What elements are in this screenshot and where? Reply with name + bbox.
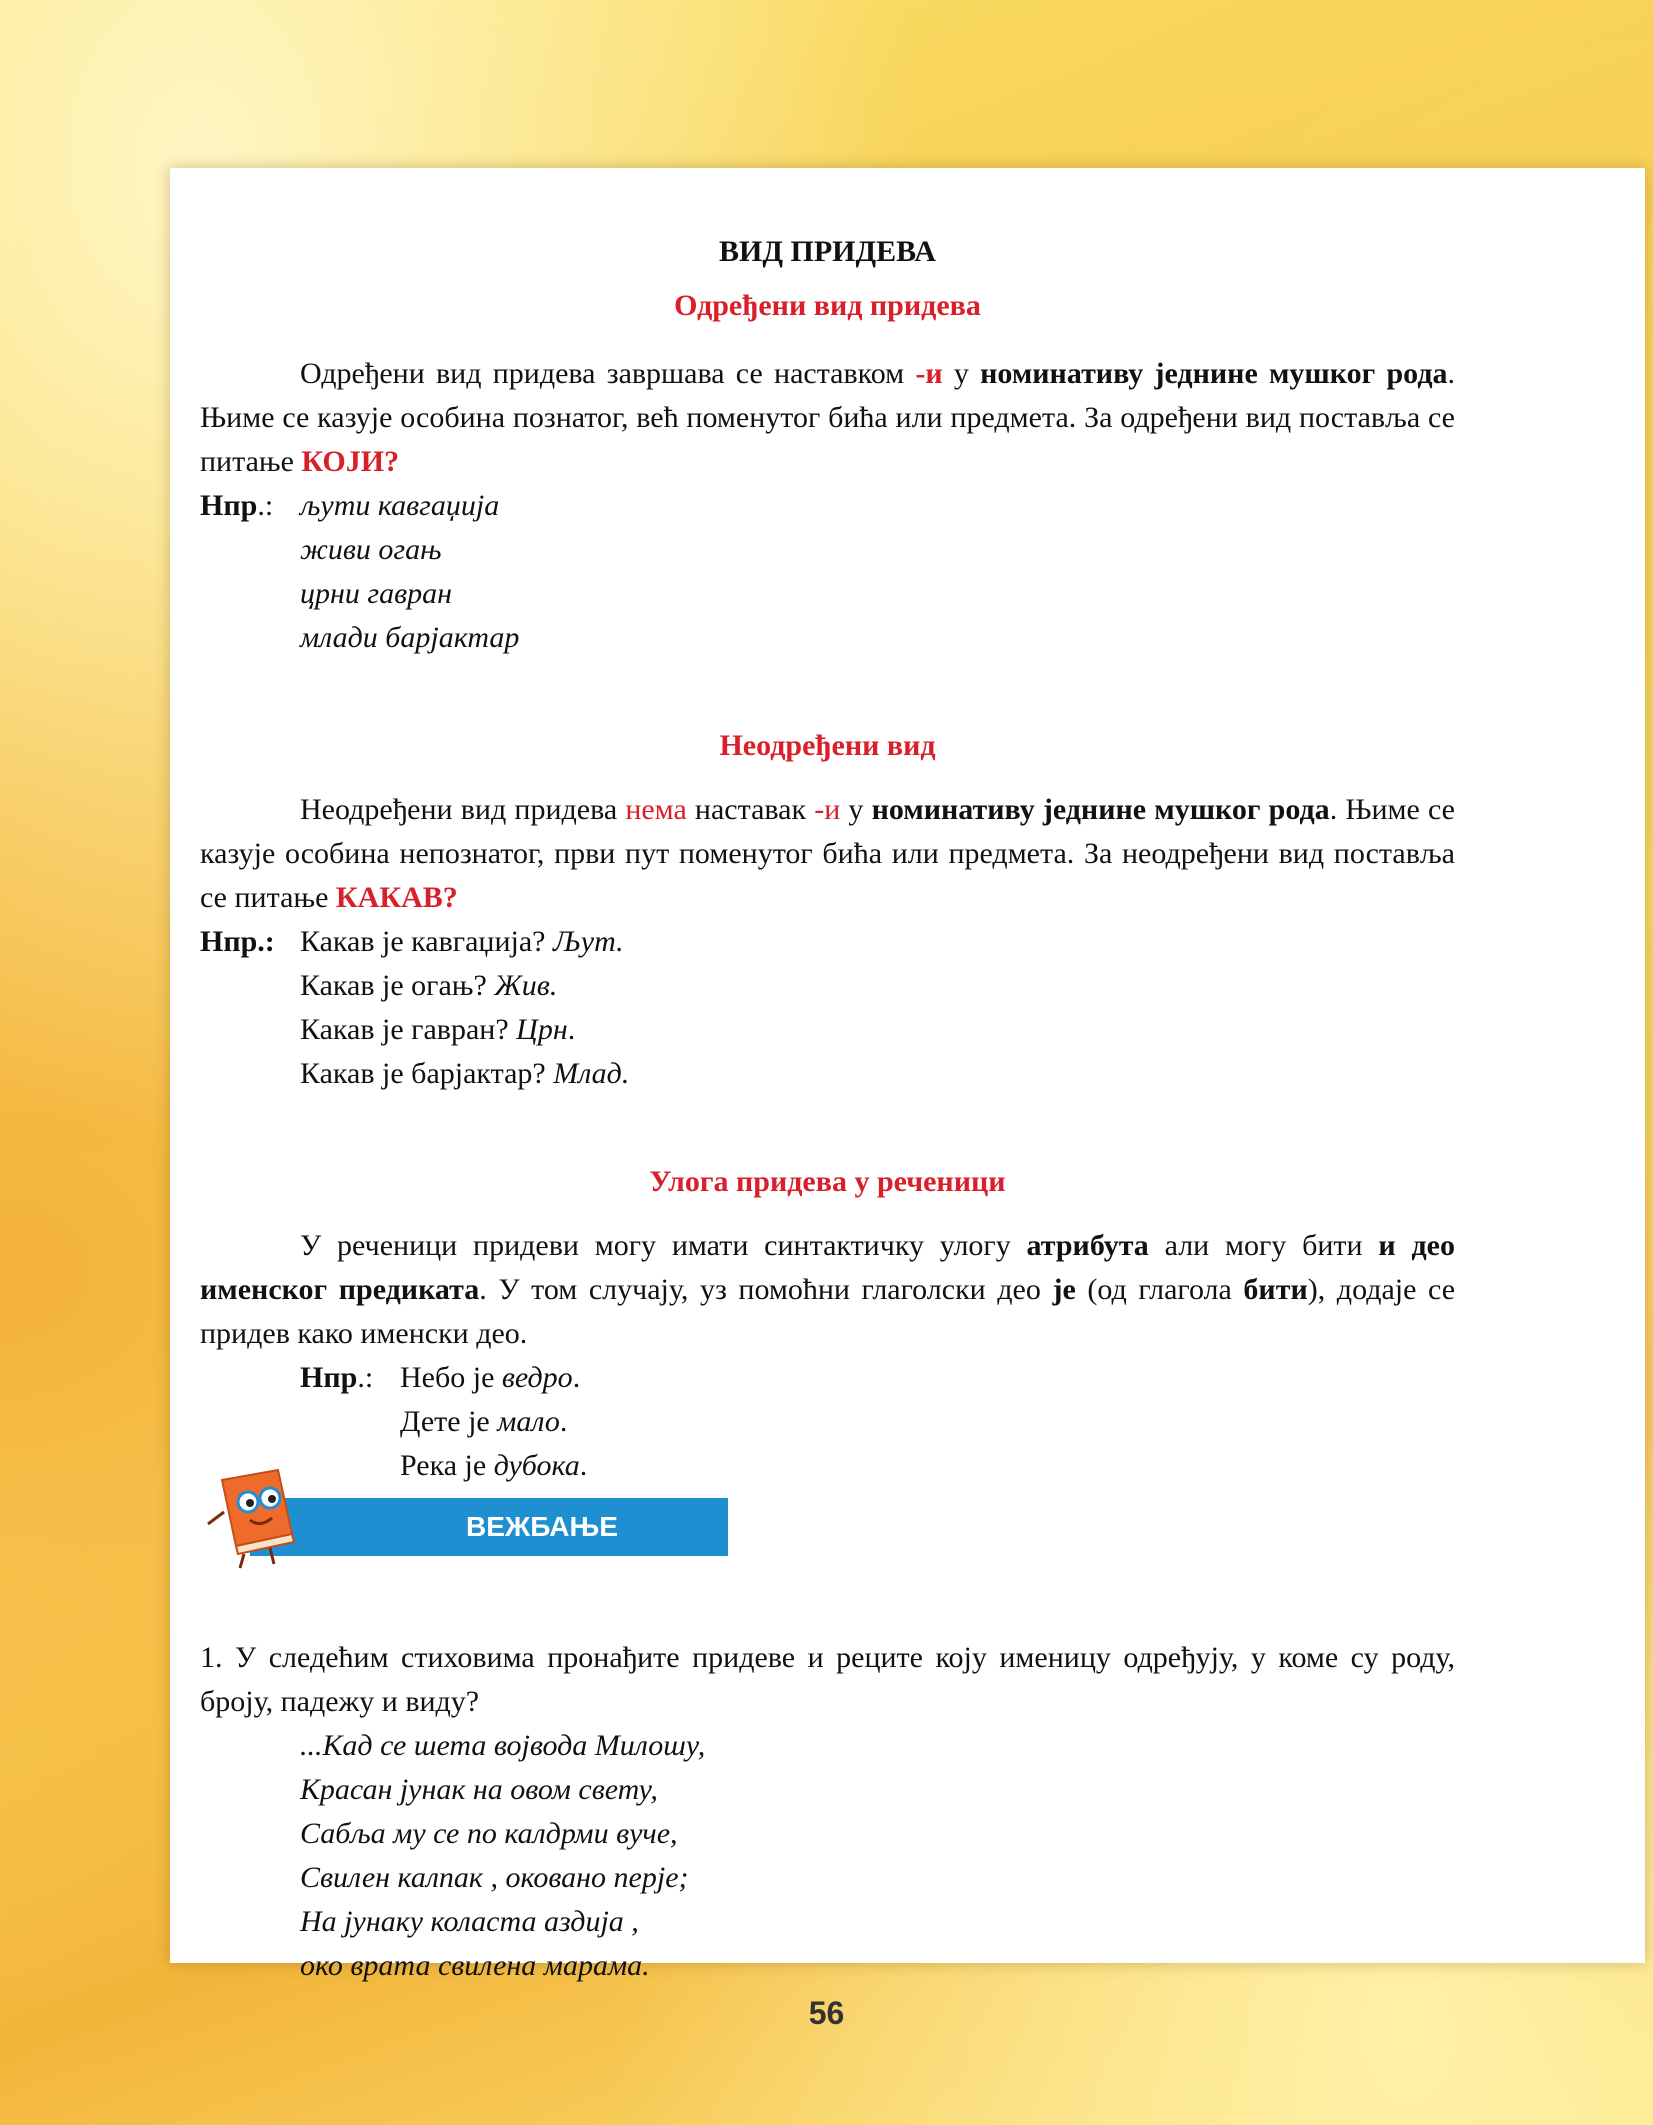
example-list — [400, 1356, 587, 1488]
bold-term: номинативу једнине мушког рода — [980, 357, 1448, 390]
example-list — [300, 920, 629, 1096]
verse-line: На јунаку коласта аздија , — [300, 1905, 639, 1938]
example-label-text: Нпр — [300, 1361, 358, 1394]
punctuation: . — [567, 1013, 576, 1046]
example-label — [200, 484, 300, 660]
example-label-colon: .: — [257, 489, 274, 522]
punctuation: . — [572, 1361, 581, 1394]
section-heading-definite: Одређени вид придева — [674, 289, 981, 322]
text: али могу бити — [1148, 1229, 1379, 1262]
suffix-highlight: -и — [814, 793, 841, 826]
paragraph-definite — [200, 352, 1455, 484]
example-block — [200, 920, 1455, 1096]
verse-line: око врата свилена марама. — [300, 1949, 650, 1982]
bold-term: је — [1052, 1273, 1076, 1306]
example-question: Дете је — [400, 1405, 498, 1438]
section-heading-role: Улога придева у реченици — [649, 1165, 1006, 1198]
red-word: нема — [625, 793, 687, 826]
paragraph-indefinite — [200, 788, 1455, 920]
exercise-task: 1. У следећим стиховима пронађите придеве и реците коју именицу одређују, у коме су роду, броју, падежу и виду? — [200, 1641, 1455, 1718]
example-label-colon: .: — [357, 1361, 374, 1394]
example-answer: Жив. — [494, 969, 558, 1002]
verse-line: ...Кад се шета војвода Милошу, — [300, 1729, 706, 1762]
text: у — [840, 793, 872, 826]
example-question: Какав је барјактар? — [300, 1057, 554, 1090]
example-item — [400, 1400, 587, 1444]
bold-term: и део именског предиката — [200, 1229, 1455, 1306]
example-item — [300, 920, 629, 964]
text: Одређени вид придева завршава се наставком — [300, 357, 916, 390]
punctuation: . — [559, 1405, 568, 1438]
paragraph-role — [200, 1224, 1455, 1356]
example-question: Река је — [400, 1449, 494, 1482]
example-question: Какав је огањ? — [300, 969, 495, 1002]
text: У реченици придеви могу имати синтактичку улогу — [300, 1229, 1027, 1262]
exercise-banner — [200, 1470, 730, 1570]
bold-term: номинативу једнине мушког рода — [871, 793, 1330, 826]
verse-line: Красан јунак на овом свету, — [300, 1773, 658, 1806]
example-question: Небо је — [400, 1361, 502, 1394]
bold-term: бити — [1243, 1273, 1308, 1306]
question-word: КАКАВ? — [335, 881, 458, 914]
example-item — [300, 1052, 629, 1096]
example-answer: мало — [497, 1405, 560, 1438]
exercise-banner-label: ВЕЖБАЊЕ — [466, 1511, 618, 1542]
book-mascot-icon — [200, 1462, 310, 1572]
example-label: Нпр.: — [200, 925, 275, 958]
example-block — [200, 484, 1455, 660]
exercise-banner-bar — [250, 1498, 728, 1556]
page-title: ВИД ПРИДЕВА — [719, 235, 936, 268]
text: наставак — [686, 793, 815, 826]
verse-list — [200, 1724, 1455, 1988]
text: . У том случају, уз помоћни глаголски део — [479, 1273, 1053, 1306]
text: ), додаје се придев како именски део. — [200, 1273, 1456, 1350]
verse-line: Свилен калпак , оковано перје; — [300, 1861, 689, 1894]
example-item: млади барјактар — [300, 621, 520, 654]
example-answer: ведро — [501, 1361, 573, 1394]
example-label-text: Нпр — [200, 489, 258, 522]
example-block — [200, 1356, 1455, 1488]
example-item: живи огањ — [300, 533, 442, 566]
example-answer: Црн — [516, 1013, 568, 1046]
example-item — [400, 1356, 587, 1400]
text: (од глагола — [1075, 1273, 1244, 1306]
example-question: Какав је гавран? — [300, 1013, 517, 1046]
example-item — [300, 964, 629, 1008]
example-list — [300, 484, 519, 660]
bold-term: атрибута — [1026, 1229, 1149, 1262]
text: . Њиме се казује особина непознатог, први пут поменутог бића или предмета. За неодређени вид поставља се питање — [200, 793, 1455, 914]
example-answer: Млад. — [553, 1057, 630, 1090]
page-content — [200, 230, 1455, 1988]
example-question: Какав је кавгаџија? — [300, 925, 553, 958]
suffix-highlight: -и — [915, 357, 943, 390]
example-item: љути кавгаџија — [300, 489, 500, 522]
text: . Њиме се казује особина познатог, већ поменутог бића или предмета. За одређени вид поставља се питање — [200, 357, 1455, 478]
example-answer: дубока — [493, 1449, 580, 1482]
punctuation: . — [579, 1449, 588, 1482]
page-number: 56 — [808, 1995, 845, 2031]
example-item — [300, 1008, 629, 1052]
section-heading-indefinite: Неодређени вид — [719, 729, 936, 762]
example-label — [300, 1356, 400, 1488]
text: у — [942, 357, 981, 390]
verse-line: Сабља му се по калдрми вуче, — [300, 1817, 678, 1850]
text: Неодређени вид придева — [300, 793, 626, 826]
question-word: КОЈИ? — [301, 445, 400, 478]
example-answer: Љут. — [552, 925, 624, 958]
example-item: црни гавран — [300, 577, 452, 610]
